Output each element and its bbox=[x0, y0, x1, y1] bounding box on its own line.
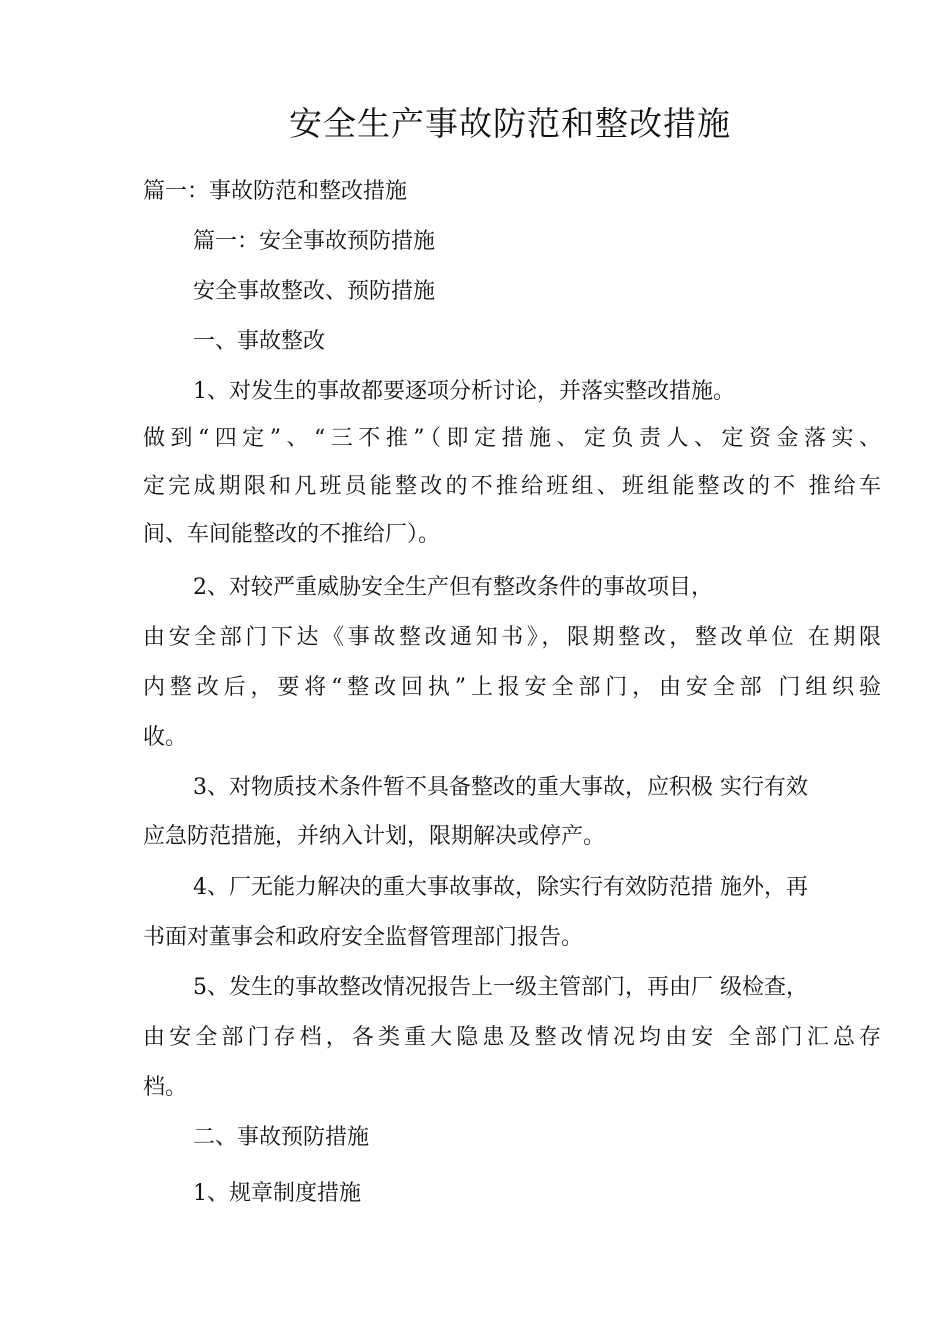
paragraph-line: 做到“四定”、“三不推”（即定措施、定负责人、定资金落实、 bbox=[143, 426, 881, 451]
sub-heading: 安全事故整改、预防措施 bbox=[193, 279, 436, 304]
paragraph-line: 档。 bbox=[143, 1075, 188, 1100]
paragraph-line: 由安全部门下达《事故整改通知书》，限期整改，整改单位 在期限 bbox=[143, 625, 881, 650]
paragraph-line: 5、发生的事故整改情况报告上一级主管部门，再由厂 级检查， bbox=[193, 975, 808, 1000]
sub-heading: 一、事故整改 bbox=[193, 329, 326, 354]
paragraph-line: 内整改后，要将“整改回执”上报安全部门，由安全部 门组织验 bbox=[143, 675, 881, 700]
paragraph-line: 书面对董事会和政府安全监督管理部门报告。 bbox=[143, 925, 584, 950]
paragraph-line: 收。 bbox=[143, 725, 188, 750]
paragraph-line: 定完成期限和凡班员能整改的不推给班组、班组能整改的不 推给车 bbox=[143, 474, 881, 499]
sub-heading: 篇一：安全事故预防措施 bbox=[193, 229, 436, 254]
paragraph-line: 1、对发生的事故都要逐项分析讨论，并落实整改措施。 bbox=[193, 379, 735, 404]
paragraph-line: 2、对较严重威胁安全生产但有整改条件的事故项目， bbox=[193, 575, 713, 600]
paragraph-line: 3、对物质技术条件暂不具备整改的重大事故，应积极 实行有效 bbox=[193, 775, 808, 800]
paragraph-line: 4、厂无能力解决的重大事故事故，除实行有效防范措 施外，再 bbox=[193, 875, 808, 900]
section-heading: 篇一：事故防范和整改措施 bbox=[143, 179, 408, 204]
paragraph-line: 应急防范措施，并纳入计划，限期解决或停产。 bbox=[143, 824, 606, 849]
paragraph-line: 间、车间能整改的不推给厂）。 bbox=[143, 522, 441, 547]
sub-heading: 二、事故预防措施 bbox=[193, 1125, 370, 1150]
paragraph-line: 由安全部门存档，各类重大隐患及整改情况均由安 全部门汇总存 bbox=[143, 1025, 881, 1050]
document-title: 安全生产事故防范和整改措施 bbox=[289, 104, 731, 143]
sub-heading: 1、规章制度措施 bbox=[193, 1181, 361, 1206]
